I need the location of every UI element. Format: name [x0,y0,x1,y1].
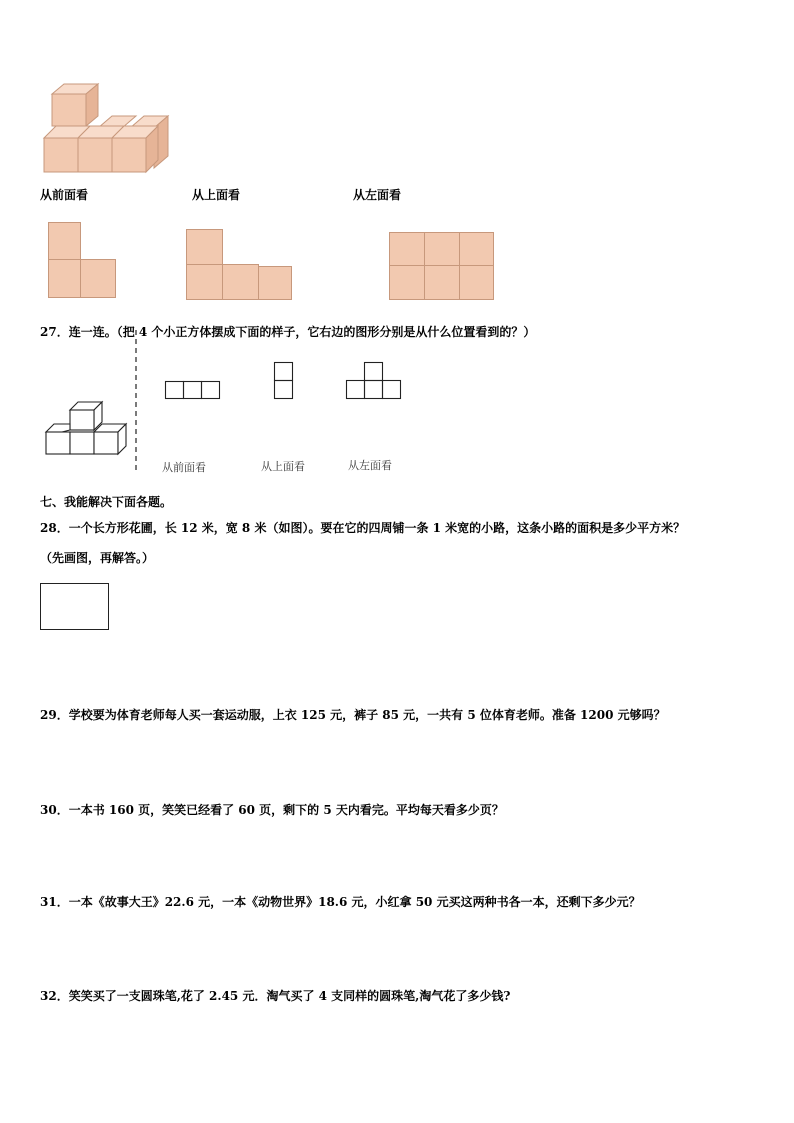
q27-label-top: 从上面看 [261,460,305,473]
front-view-shape [48,222,118,300]
question-28: 28．一个长方形花圃，长 12 米，宽 8 米（如图）。要在它的四周铺一条 1 米宽的小路，这条小路的面积是多少平方米？ [40,521,686,535]
q27-dashed-divider [130,330,140,472]
flowerbed-rectangle [40,583,110,631]
cube-stack-figure [40,80,180,175]
section-7-title: 七、我能解决下面各题。 [40,495,173,509]
question-32: 32．笑笑买了一支圆珠笔,花了 2.45 元．淘气买了 4 支同样的圆珠笔,淘气花了多少钱? [40,989,511,1003]
q27-shape-three-row [165,381,223,401]
q27-cube-structure [44,398,126,458]
question-30: 30．一本书 160 页，笑笑已经看了 60 页，剩下的 5 天内看完。平均每天看多少页？ [40,803,504,817]
question-28-note: （先画图，再解答。） [40,551,155,565]
q27-shape-two-stack [274,362,296,400]
top-view-shape [186,229,294,303]
question-29: 29．学校要为体育老师每人买一套运动服，上衣 125 元，裤子 85 元，一共有 5 位体育老师。准备 1200 元够吗？ [40,708,666,722]
left-view-shape [389,232,497,302]
label-left-view: 从左面看 [353,188,402,202]
q27-label-left: 从左面看 [348,459,392,472]
q27-label-front: 从前面看 [162,461,206,474]
question-31: 31．一本《故事大王》22.6 元，一本《动物世界》18.6 元，小红拿 50 元买这两种书各一本，还剩下多少元？ [40,895,641,909]
q27-shape-t-form [346,362,406,400]
question-27: 27．连一连。（把 4 个小正方体摆成下面的样子，它右边的图形分别是从什么位置看到的？） [40,325,536,339]
label-front-view: 从前面看 [40,188,89,202]
label-top-view: 从上面看 [192,188,241,202]
